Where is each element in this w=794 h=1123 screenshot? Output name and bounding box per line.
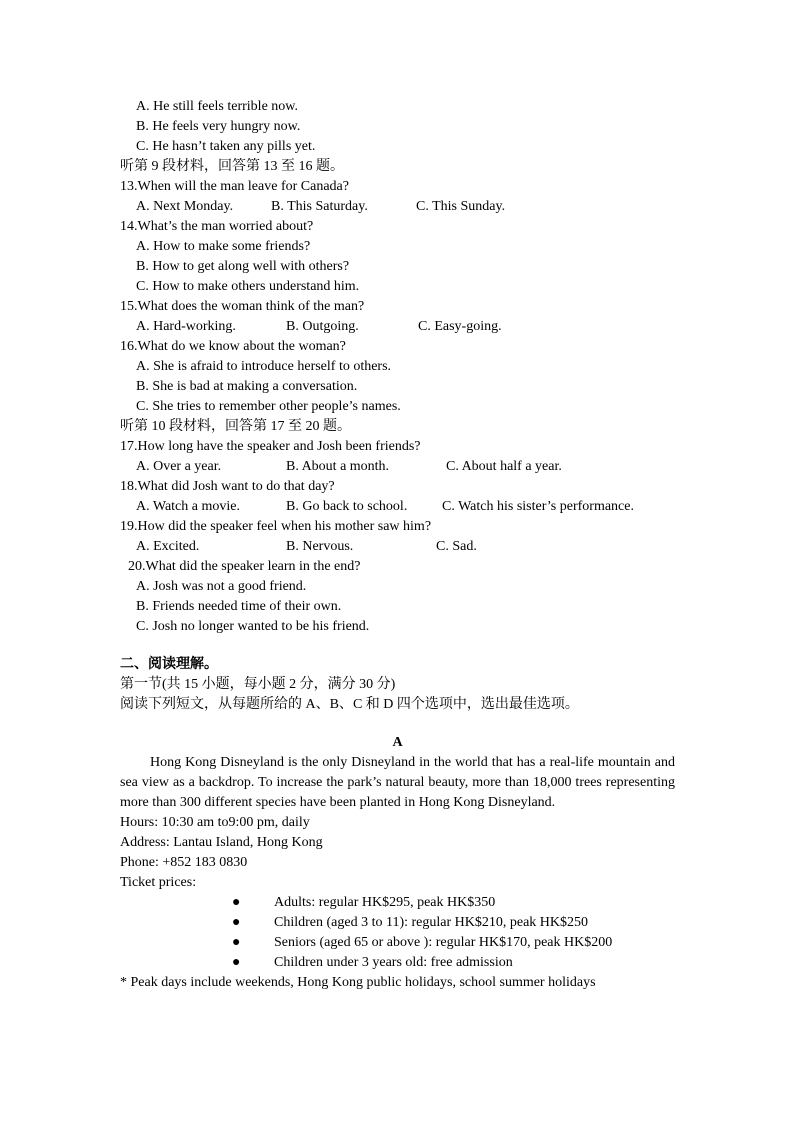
q20-option-a: A. Josh was not a good friend. bbox=[136, 579, 307, 594]
q19-option-a: A. Excited. bbox=[136, 539, 200, 554]
spacer bbox=[120, 637, 675, 655]
q15-option-b: B. Outgoing. bbox=[286, 319, 359, 334]
price-item bbox=[232, 953, 675, 973]
question-14: 14.What’s the man worried about? bbox=[120, 219, 314, 234]
address-line: Address: Lantau Island, Hong Kong bbox=[120, 835, 323, 850]
q12-option-c: C. He hasn’t taken any pills yet. bbox=[136, 139, 316, 154]
question-19-options bbox=[120, 537, 675, 557]
q20-option-b: B. Friends needed time of their own. bbox=[136, 599, 342, 614]
question-17-options bbox=[120, 457, 675, 477]
q14-option-b: B. How to get along well with others? bbox=[136, 259, 350, 274]
price-item bbox=[232, 913, 675, 933]
q14-option-a: A. How to make some friends? bbox=[136, 239, 311, 254]
question-15: 15.What does the woman think of the man? bbox=[120, 299, 365, 314]
price-list bbox=[120, 893, 675, 973]
q17-option-c: C. About half a year. bbox=[446, 459, 562, 474]
question-13: 13.When will the man leave for Canada? bbox=[120, 179, 349, 194]
q19-option-c: C. Sad. bbox=[436, 539, 477, 554]
question-18-options bbox=[120, 497, 675, 517]
q16-option-a: A. She is afraid to introduce herself to others. bbox=[136, 359, 392, 374]
q16-option-c: C. She tries to remember other people’s names. bbox=[136, 399, 401, 414]
question-16: 16.What do we know about the woman? bbox=[120, 339, 346, 354]
peak-days-note: * Peak days include weekends, Hong Kong public holidays, school summer holidays bbox=[120, 975, 596, 990]
q13-option-b: B. This Saturday. bbox=[271, 199, 368, 214]
price-item bbox=[232, 933, 675, 953]
question-18: 18.What did Josh want to do that day? bbox=[120, 479, 335, 494]
section-2-title: 二、阅读理解。 bbox=[120, 657, 218, 672]
price-item-text: Children under 3 years old: free admission bbox=[274, 955, 513, 970]
q17-option-b: B. About a month. bbox=[286, 459, 390, 474]
q12-option-b: B. He feels very hungry now. bbox=[136, 119, 301, 134]
question-17: 17.How long have the speaker and Josh been friends? bbox=[120, 439, 421, 454]
bullet-icon: ● bbox=[232, 895, 241, 910]
question-19: 19.How did the speaker feel when his mother saw him? bbox=[120, 519, 432, 534]
content-column bbox=[120, 97, 675, 993]
passage-label: A bbox=[392, 735, 403, 750]
question-20: 20.What did the speaker learn in the end? bbox=[128, 559, 361, 574]
q14-option-c: C. How to make others understand him. bbox=[136, 279, 360, 294]
instruction-section-10: 听第 10 段材料，回答第 17 至 20 题。 bbox=[120, 419, 351, 434]
q15-option-c: C. Easy-going. bbox=[418, 319, 502, 334]
phone-line: Phone: +852 183 0830 bbox=[120, 855, 248, 870]
section-2-part-1: 第一节(共 15 小题，每小题 2 分，满分 30 分) bbox=[120, 677, 396, 692]
q17-option-a: A. Over a year. bbox=[136, 459, 222, 474]
q18-option-b: B. Go back to school. bbox=[286, 499, 408, 514]
q20-option-c: C. Josh no longer wanted to be his friend. bbox=[136, 619, 370, 634]
q13-option-c: C. This Sunday. bbox=[416, 199, 506, 214]
q18-option-c: C. Watch his sister’s performance. bbox=[442, 499, 634, 514]
q12-option-a: A. He still feels terrible now. bbox=[136, 99, 298, 114]
hours-line: Hours: 10:30 am to9:00 pm, daily bbox=[120, 815, 310, 830]
spacer bbox=[120, 715, 675, 733]
bullet-icon: ● bbox=[232, 935, 241, 950]
price-item-text: Children (aged 3 to 11): regular HK$210, peak HK$250 bbox=[274, 915, 589, 930]
bullet-icon: ● bbox=[232, 915, 241, 930]
price-item-text: Adults: regular HK$295, peak HK$350 bbox=[274, 895, 496, 910]
price-item bbox=[232, 893, 675, 913]
passage-paragraph: Hong Kong Disneyland is the only Disneyland in the world that has a real-life mountain and sea view as a backdrop. To increase the park’s natural beauty, more than 18,000 trees representing more than 300 different species have been planted in Hong Kong Disneyland. bbox=[120, 755, 675, 810]
q15-option-a: A. Hard-working. bbox=[136, 319, 236, 334]
instruction-section-9: 听第 9 段材料，回答第 13 至 16 题。 bbox=[120, 159, 344, 174]
question-13-options bbox=[120, 197, 675, 217]
ticket-prices-label: Ticket prices: bbox=[120, 875, 197, 890]
q19-option-b: B. Nervous. bbox=[286, 539, 354, 554]
q16-option-b: B. She is bad at making a conversation. bbox=[136, 379, 358, 394]
q18-option-a: A. Watch a movie. bbox=[136, 499, 240, 514]
bullet-icon: ● bbox=[232, 955, 241, 970]
question-15-options bbox=[120, 317, 675, 337]
price-item-text: Seniors (aged 65 or above ): regular HK$170, peak HK$200 bbox=[274, 935, 613, 950]
q13-option-a: A. Next Monday. bbox=[136, 199, 234, 214]
section-2-instruction: 阅读下列短文，从每题所给的 A、B、C 和 D 四个选项中，选出最佳选项。 bbox=[120, 697, 579, 712]
